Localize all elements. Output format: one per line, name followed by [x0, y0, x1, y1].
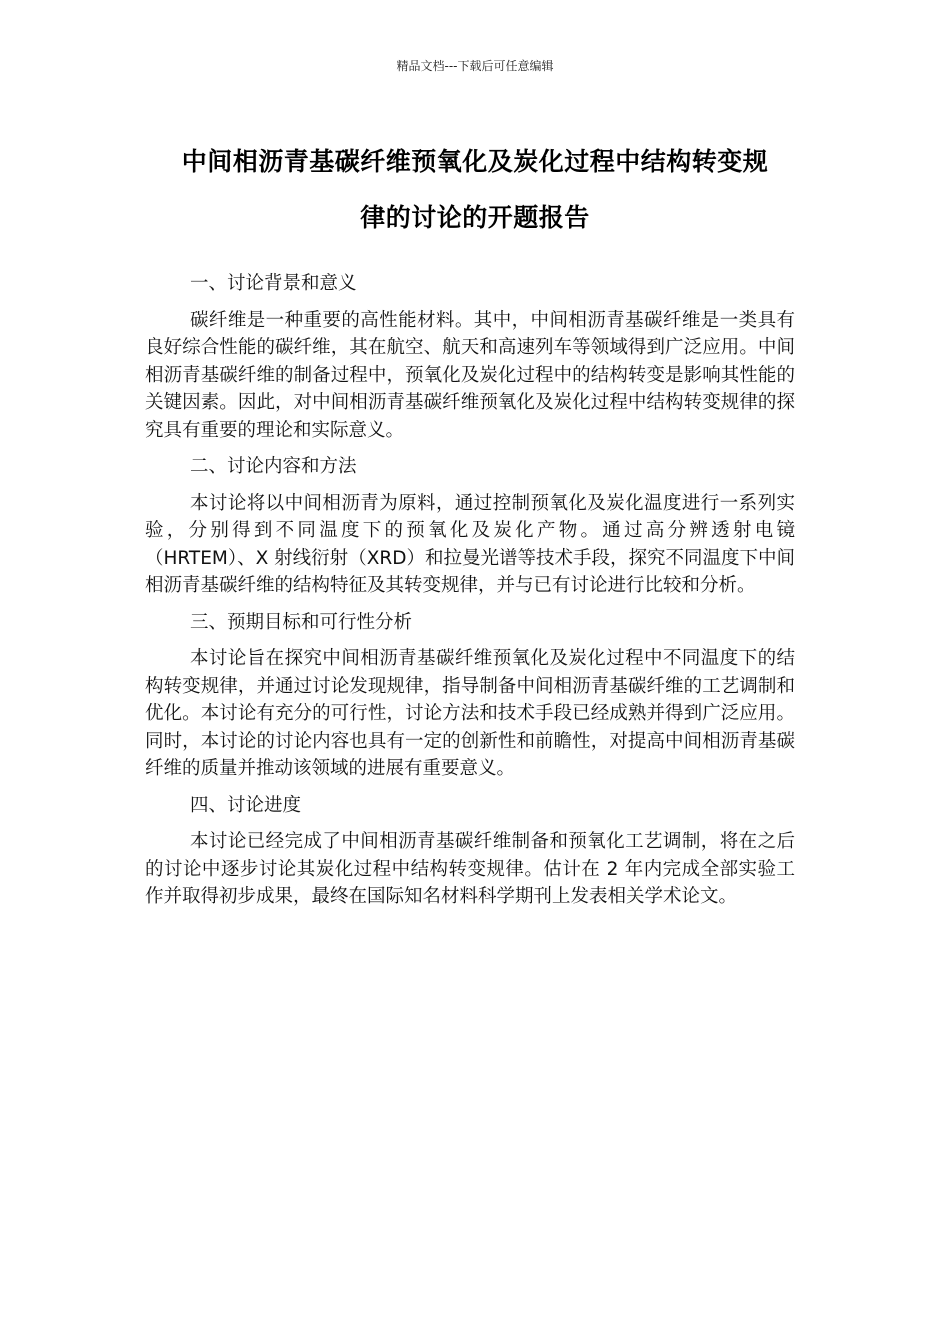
section-heading-goals-feasibility: 三、预期目标和可行性分析: [190, 611, 413, 633]
title-line-1: 中间相沥青基碳纤维预氧化及炭化过程中结构转变规: [181, 147, 769, 176]
section-paragraph-content-methods: 本讨论将以中间相沥青为原料，通过控制预氧化及炭化温度进行一系列实验，分别得到不同温度下的预氧化及炭化产物。通过高分辨透射电镜（HRTEM）、X 射线衍射（XRD）和拉曼光谱等技术手段，探究不同温度下中间相沥青基碳纤维的结构特征及其转变规律，并与已有讨论进行比较和分析。: [145, 492, 795, 596]
section-paragraph-goals-feasibility: 本讨论旨在探究中间相沥青基碳纤维预氧化及炭化过程中不同温度下的结构转变规律，并通过讨论发现规律，指导制备中间相沥青基碳纤维的工艺调制和优化。本讨论有充分的可行性，讨论方法和技术手段已经成熟并得到广泛应用。同时，本讨论的讨论内容也具有一定的创新性和前瞻性，对提高中间相沥青基碳纤维的质量并推动该领域的进展有重要意义。: [145, 648, 795, 779]
section-paragraph-background: 碳纤维是一种重要的高性能材料。其中，中间相沥青基碳纤维是一类具有良好综合性能的碳纤维，其在航空、航天和高速列车等领域得到广泛应用。中间相沥青基碳纤维的制备过程中，预氧化及炭化过程中的结构转变是影响其性能的关键因素。因此，对中间相沥青基碳纤维预氧化及炭化过程中结构转变规律的探究具有重要的理论和实际意义。: [145, 309, 795, 441]
section-paragraph-progress: 本讨论已经完成了中间相沥青基碳纤维制备和预氧化工艺调制，将在之后的讨论中逐步讨论其炭化过程中结构转变规律。估计在 2 年内完成全部实验工作并取得初步成果，最终在国际知名材料科学期刊上发表相关学术论文。: [145, 831, 795, 907]
document-body: [145, 270, 795, 920]
section-heading-content-methods: 二、讨论内容和方法: [190, 456, 357, 477]
section-heading-background: 一、讨论背景和意义: [190, 273, 357, 294]
section-heading-progress: 四、讨论进度: [190, 794, 302, 816]
page-header: 精品文档---下载后可任意编辑: [396, 59, 554, 73]
title-line-2: 律的讨论的开题报告: [360, 203, 590, 232]
document-title: [140, 134, 810, 246]
